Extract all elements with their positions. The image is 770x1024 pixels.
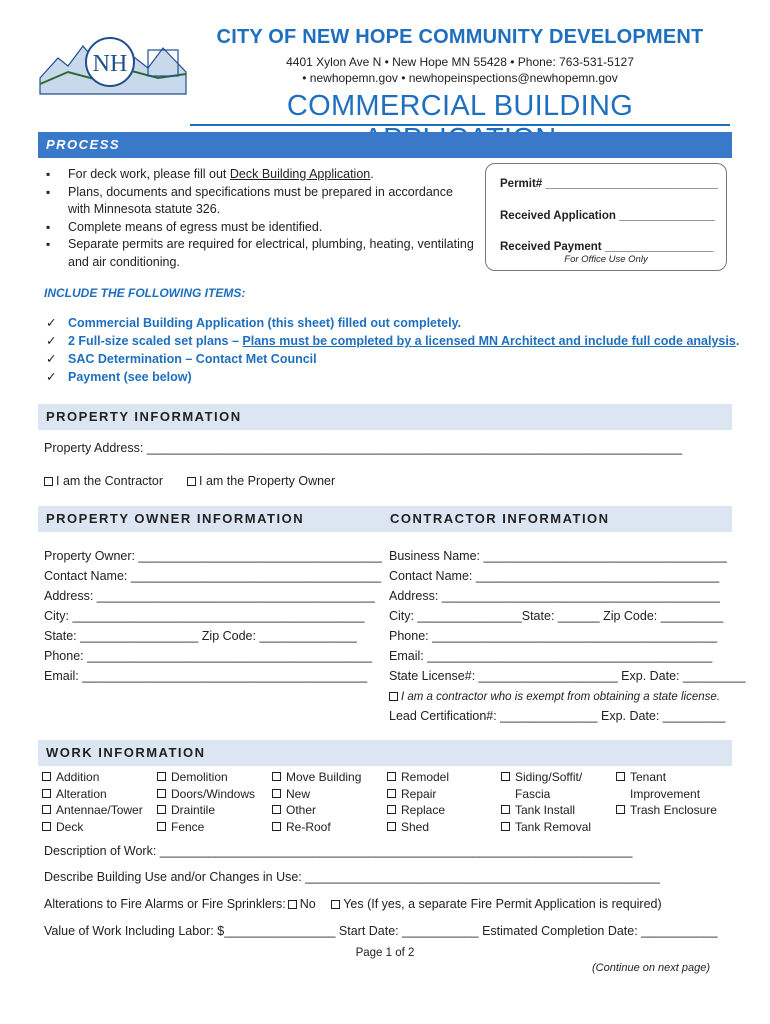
owner-checkbox[interactable] bbox=[187, 477, 196, 486]
state-license-field[interactable]: State License#: ____________________ Exp. Date: _________ bbox=[389, 669, 746, 683]
checkbox[interactable] bbox=[501, 772, 510, 781]
checkbox[interactable] bbox=[387, 822, 396, 831]
work-checkbox-move-building[interactable]: Move Building bbox=[272, 769, 361, 786]
fire-no-checkbox[interactable] bbox=[288, 900, 297, 909]
checkbox[interactable] bbox=[42, 772, 51, 781]
continue-note: (Continue on next page) bbox=[592, 962, 711, 974]
received-application-field[interactable]: Received Application _______________ bbox=[500, 210, 716, 222]
page-number: Page 1 of 2 bbox=[355, 947, 415, 959]
list-item: ✓ Commercial Building Application (this sheet) filled out completely. bbox=[44, 314, 739, 332]
business-name-field[interactable]: Business Name: ___________________________________ bbox=[389, 549, 727, 563]
address-line-2: • newhopemn.gov • newhopeinspections@newhopemn.gov bbox=[302, 71, 618, 85]
owner-state-zip-field[interactable]: State: _________________ Zip Code: ______________ bbox=[44, 629, 357, 643]
checkbox[interactable] bbox=[157, 822, 166, 831]
owner-phone-field[interactable]: Phone: _________________________________________ bbox=[44, 649, 373, 663]
contractor-heading: CONTRACTOR INFORMATION bbox=[390, 511, 610, 526]
architect-requirement-link[interactable]: Plans must be completed by a licensed MN Architect and include full code analysis bbox=[242, 334, 736, 348]
checkbox[interactable] bbox=[42, 822, 51, 831]
contractor-checkbox[interactable] bbox=[44, 477, 53, 486]
checkbox[interactable] bbox=[616, 772, 625, 781]
list-item: ▪ Plans, documents and specifications must be prepared in accordance with Minnesota statute 326. bbox=[44, 184, 474, 219]
include-heading: INCLUDE THE FOLLOWING ITEMS: bbox=[44, 286, 246, 300]
checkbox[interactable] bbox=[272, 789, 281, 798]
contractor-phone-field[interactable]: Phone: _________________________________________ bbox=[389, 629, 718, 643]
checkbox[interactable] bbox=[501, 805, 510, 814]
owner-contact-field[interactable]: Contact Name: ____________________________________ bbox=[44, 569, 382, 583]
checkbox[interactable] bbox=[157, 772, 166, 781]
work-checkbox-shed[interactable]: Shed bbox=[387, 819, 449, 836]
work-checkbox-antennae[interactable]: Antennae/Tower bbox=[42, 802, 143, 819]
property-address-field[interactable]: Property Address: _____________________________________________________________________________ bbox=[44, 441, 683, 455]
checkbox[interactable] bbox=[387, 805, 396, 814]
tenant-label-cont: Improvement bbox=[630, 786, 701, 801]
list-item: ▪ Separate permits are required for electrical, plumbing, heating, ventilating and air conditioning. bbox=[44, 236, 474, 271]
work-checkbox-siding[interactable]: Siding/Soffit/ bbox=[501, 769, 591, 786]
siding-label-cont: Fascia bbox=[515, 786, 551, 801]
list-item: ▪ Complete means of egress must be identified. bbox=[44, 219, 474, 237]
include-list bbox=[44, 314, 739, 386]
city-logo bbox=[38, 28, 188, 96]
value-dates-field[interactable]: Value of Work Including Labor: $________________ Start Date: ___________ Estimated Completion Date: ___________ bbox=[44, 924, 718, 938]
contractor-checkbox-row[interactable]: I am the Contractor bbox=[44, 473, 163, 489]
work-checkbox-tenant[interactable]: Tenant bbox=[616, 769, 717, 786]
office-use-label: For Office Use Only bbox=[564, 254, 648, 265]
checkbox[interactable] bbox=[501, 822, 510, 831]
checkbox[interactable] bbox=[387, 789, 396, 798]
org-address bbox=[210, 54, 710, 86]
checkbox[interactable] bbox=[157, 805, 166, 814]
work-checkbox-alteration[interactable]: Alteration bbox=[42, 786, 143, 803]
checkbox[interactable] bbox=[387, 772, 396, 781]
fire-alarm-row: Alterations to Fire Alarms or Fire Sprinklers: No Yes (If yes, a separate Fire Permit Application is required) bbox=[44, 897, 662, 911]
list-item: ▪ For deck work, please fill out Deck Building Application. bbox=[44, 166, 474, 184]
form-title: COMMERCIAL BUILDING bbox=[286, 90, 634, 122]
work-checkbox-new[interactable]: New bbox=[272, 786, 361, 803]
work-checkbox-replace[interactable]: Replace bbox=[387, 802, 449, 819]
contractor-city-state-zip-field[interactable]: City: _______________State: ______ Zip Code: _________ bbox=[389, 609, 724, 623]
contractor-address-field[interactable]: Address: ________________________________________ bbox=[389, 589, 720, 603]
org-name: CITY OF NEW HOPE COMMUNITY DEVELOPMENT bbox=[216, 26, 704, 48]
list-item: ✓ SAC Determination – Contact Met Council bbox=[44, 350, 739, 368]
owner-name-field[interactable]: Property Owner: ___________________________________ bbox=[44, 549, 382, 563]
checkbox[interactable] bbox=[272, 772, 281, 781]
list-item: ✓ 2 Full-size scaled set plans – Plans must be completed by a licensed MN Architect and include full code analysis. bbox=[44, 332, 739, 350]
work-checkbox-remodel[interactable]: Remodel bbox=[387, 769, 449, 786]
checkbox[interactable] bbox=[157, 789, 166, 798]
lead-certification-field[interactable]: Lead Certification#: ______________ Exp. Date: _________ bbox=[389, 709, 726, 723]
checkbox[interactable] bbox=[272, 822, 281, 831]
fire-yes-checkbox[interactable] bbox=[331, 900, 340, 909]
contractor-email-field[interactable]: Email: _________________________________________ bbox=[389, 649, 713, 663]
checkbox[interactable] bbox=[42, 805, 51, 814]
work-col-1 bbox=[42, 769, 143, 835]
checkbox[interactable] bbox=[272, 805, 281, 814]
property-heading: PROPERTY INFORMATION bbox=[38, 404, 732, 430]
work-checkbox-trash[interactable]: Trash Enclosure bbox=[616, 802, 717, 819]
owner-email-field[interactable]: Email: _________________________________________ bbox=[44, 669, 368, 683]
work-checkbox-addition[interactable]: Addition bbox=[42, 769, 143, 786]
work-col-2 bbox=[157, 769, 255, 835]
work-checkbox-draintile[interactable]: Draintile bbox=[157, 802, 255, 819]
work-heading: WORK INFORMATION bbox=[38, 740, 732, 766]
office-use-box bbox=[485, 163, 727, 271]
building-use-field[interactable]: Describe Building Use and/or Changes in Use: ___________________________________________________ bbox=[44, 870, 660, 884]
title-rule bbox=[190, 124, 730, 126]
work-checkbox-repair[interactable]: Repair bbox=[387, 786, 449, 803]
work-col-4 bbox=[387, 769, 449, 835]
work-checkbox-deck[interactable]: Deck bbox=[42, 819, 143, 836]
process-list bbox=[44, 166, 474, 271]
process-heading: PROCESS bbox=[38, 132, 732, 158]
work-col-5 bbox=[501, 769, 591, 835]
logo-text: NH bbox=[92, 51, 128, 77]
permit-number-field[interactable]: Permit# ___________________________ bbox=[500, 178, 719, 190]
work-col-6 bbox=[616, 769, 717, 819]
address-line-1: 4401 Xylon Ave N • New Hope MN 55428 • Phone: 763-531-5127 bbox=[286, 55, 634, 69]
owner-heading: PROPERTY OWNER INFORMATION bbox=[46, 511, 305, 526]
work-checkbox-other[interactable]: Other bbox=[272, 802, 361, 819]
work-checkbox-fence[interactable]: Fence bbox=[157, 819, 255, 836]
deck-application-link[interactable]: Deck Building Application bbox=[229, 167, 371, 181]
checkbox[interactable] bbox=[42, 789, 51, 798]
description-field[interactable]: Description of Work: ____________________________________________________________________ bbox=[44, 844, 633, 858]
work-checkbox-tank-install[interactable]: Tank Install bbox=[501, 802, 591, 819]
list-item: ✓ Payment (see below) bbox=[44, 368, 739, 386]
owner-checkbox-row[interactable]: I am the Property Owner bbox=[187, 473, 335, 489]
owner-address-field[interactable]: Address: ________________________________________ bbox=[44, 589, 375, 603]
exempt-checkbox[interactable] bbox=[389, 692, 398, 701]
work-checkbox-doors[interactable]: Doors/Windows bbox=[157, 786, 255, 803]
work-checkbox-demolition[interactable]: Demolition bbox=[157, 769, 255, 786]
owner-city-field[interactable]: City: __________________________________________ bbox=[44, 609, 365, 623]
work-checkbox-tank-removal[interactable]: Tank Removal bbox=[501, 819, 591, 836]
exempt-checkbox-row[interactable]: I am a contractor who is exempt from obtaining a state license. bbox=[389, 689, 720, 705]
work-checkbox-reroof[interactable]: Re-Roof bbox=[272, 819, 361, 836]
contractor-contact-field[interactable]: Contact Name: ___________________________________ bbox=[389, 569, 720, 583]
work-col-3 bbox=[272, 769, 361, 835]
checkbox[interactable] bbox=[616, 805, 625, 814]
received-payment-field[interactable]: Received Payment _________________ bbox=[500, 241, 714, 253]
